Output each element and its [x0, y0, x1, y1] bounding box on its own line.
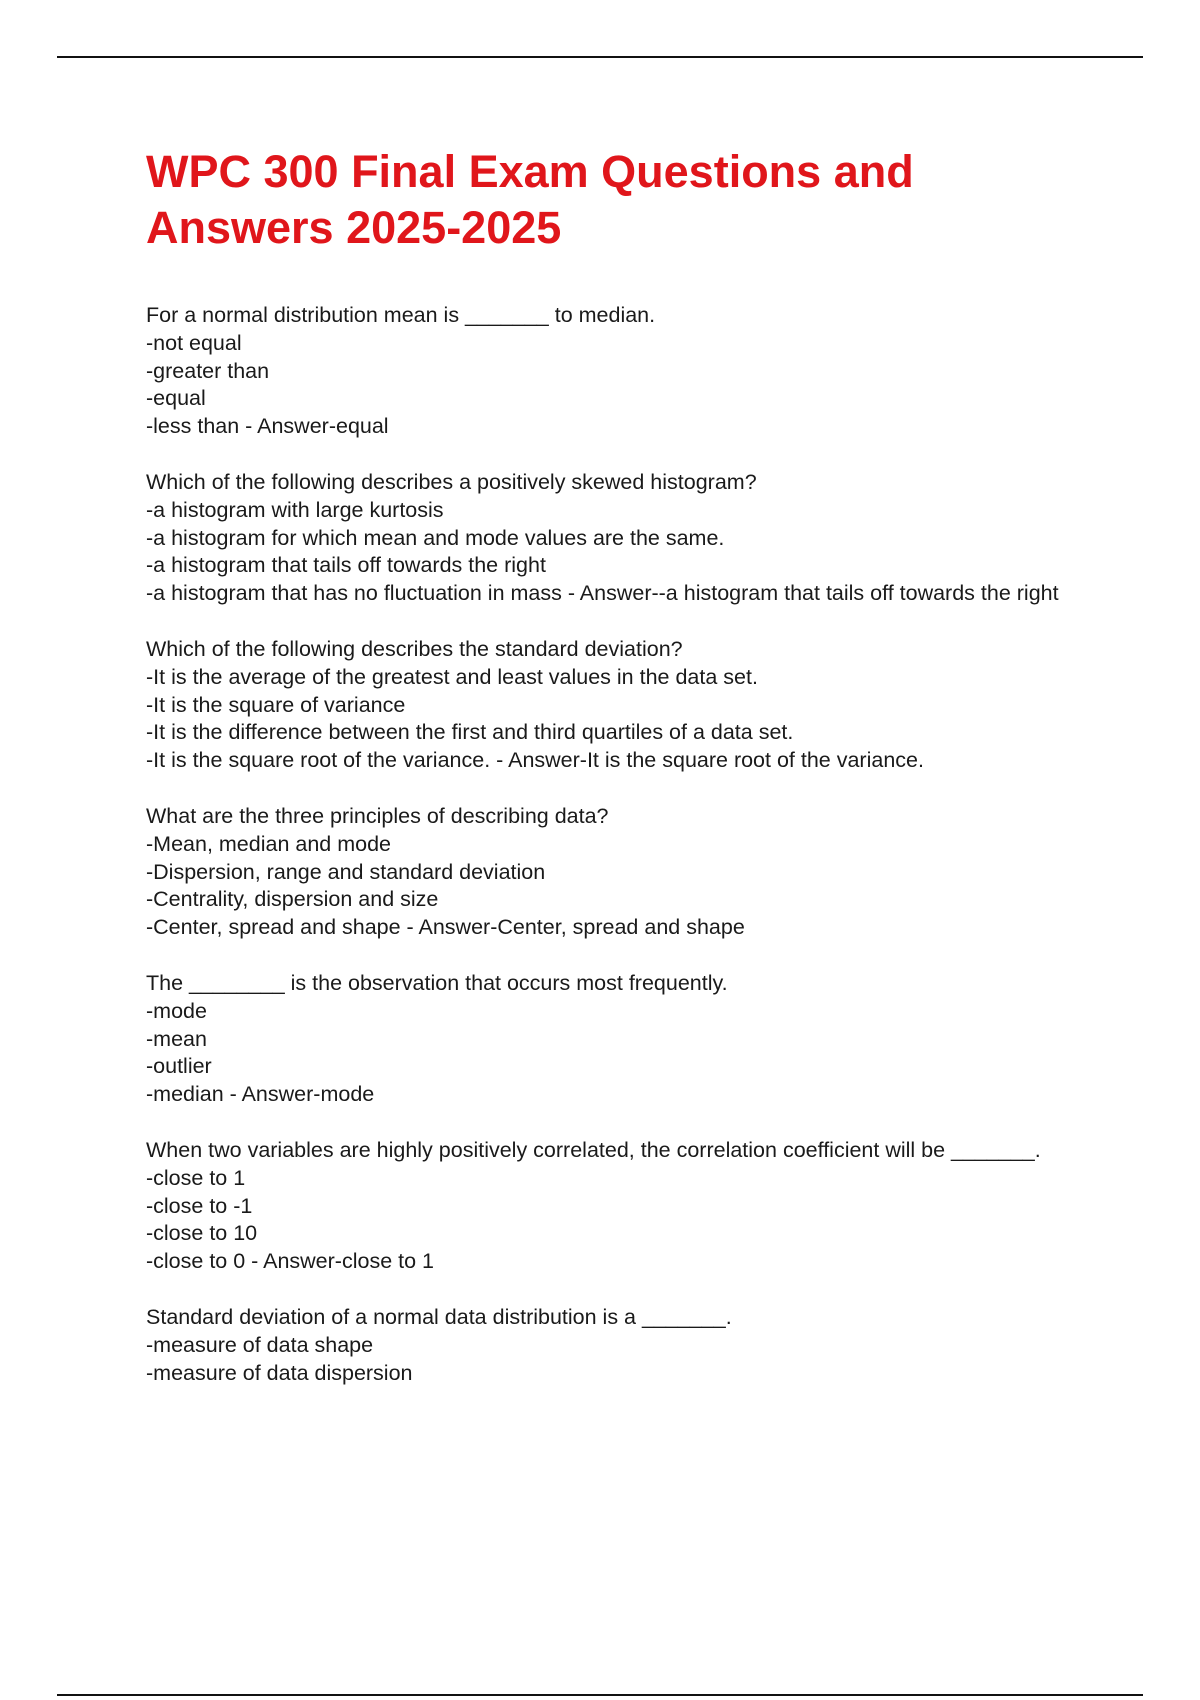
- question-text: For a normal distribution mean is _______ to median.: [146, 303, 656, 327]
- question-block: [146, 469, 1091, 608]
- question-text: Which of the following describes the standard deviation?: [146, 636, 683, 661]
- answer-option: -It is the difference between the first and third quartiles of a data set.: [146, 720, 794, 745]
- document-title: WPC 300 Final Exam Questions and Answers 2025-2025: [146, 146, 914, 253]
- answer-line: -close to 0 - Answer-close to 1: [146, 1249, 434, 1274]
- question-block: [146, 970, 1091, 1109]
- question-block: [146, 302, 1091, 441]
- answer-option: -mean: [146, 1026, 207, 1051]
- answer-line: -Center, spread and shape - Answer-Center, spread and shape: [146, 915, 745, 940]
- question-text: When two variables are highly positively correlated, the correlation coefficient will be _______.: [146, 1137, 1041, 1162]
- question-text: The ________ is the observation that occurs most frequently.: [146, 970, 728, 995]
- answer-option: -a histogram that tails off towards the right: [146, 553, 546, 578]
- answer-option: -It is the square of variance: [146, 692, 406, 717]
- answer-option: -measure of data dispersion: [146, 1360, 413, 1385]
- answer-option: -a histogram for which mean and mode values are the same.: [146, 525, 725, 550]
- answer-option: -Mean, median and mode: [146, 831, 392, 856]
- answer-option: -It is the average of the greatest and least values in the data set.: [146, 664, 758, 689]
- answer-line: -It is the square root of the variance. - Answer-It is the square root of the variance.: [146, 748, 924, 773]
- answer-option: -close to 1: [146, 1165, 246, 1190]
- answer-option: -close to 10: [146, 1221, 258, 1246]
- bottom-rule: [57, 1694, 1143, 1696]
- question-text: What are the three principles of describing data?: [146, 803, 609, 828]
- answer-option: -mode: [146, 998, 207, 1023]
- answer-line: -less than - Answer-equal: [146, 414, 389, 439]
- question-block: [146, 1304, 1091, 1387]
- answer-line: -a histogram that has no fluctuation in mass - Answer--a histogram that tails off towards the right: [146, 581, 1059, 606]
- answer-option: -equal: [146, 386, 206, 411]
- question-block: [146, 803, 1091, 942]
- answer-option: -Dispersion, range and standard deviation: [146, 859, 546, 884]
- top-rule: [57, 56, 1143, 58]
- answer-option: -greater than: [146, 358, 270, 383]
- answer-option: -measure of data shape: [146, 1332, 374, 1357]
- question-block: [146, 636, 1091, 775]
- question-text: Which of the following describes a positively skewed histogram?: [146, 469, 757, 494]
- question-list: [146, 302, 1091, 1415]
- question-text: Standard deviation of a normal data distribution is a _______.: [146, 1304, 732, 1329]
- answer-option: -not equal: [146, 330, 242, 355]
- answer-option: -Centrality, dispersion and size: [146, 887, 439, 912]
- answer-option: -outlier: [146, 1054, 212, 1079]
- question-block: [146, 1137, 1091, 1276]
- answer-option: -close to -1: [146, 1193, 253, 1218]
- answer-option: -a histogram with large kurtosis: [146, 497, 444, 522]
- answer-line: -median - Answer-mode: [146, 1082, 375, 1107]
